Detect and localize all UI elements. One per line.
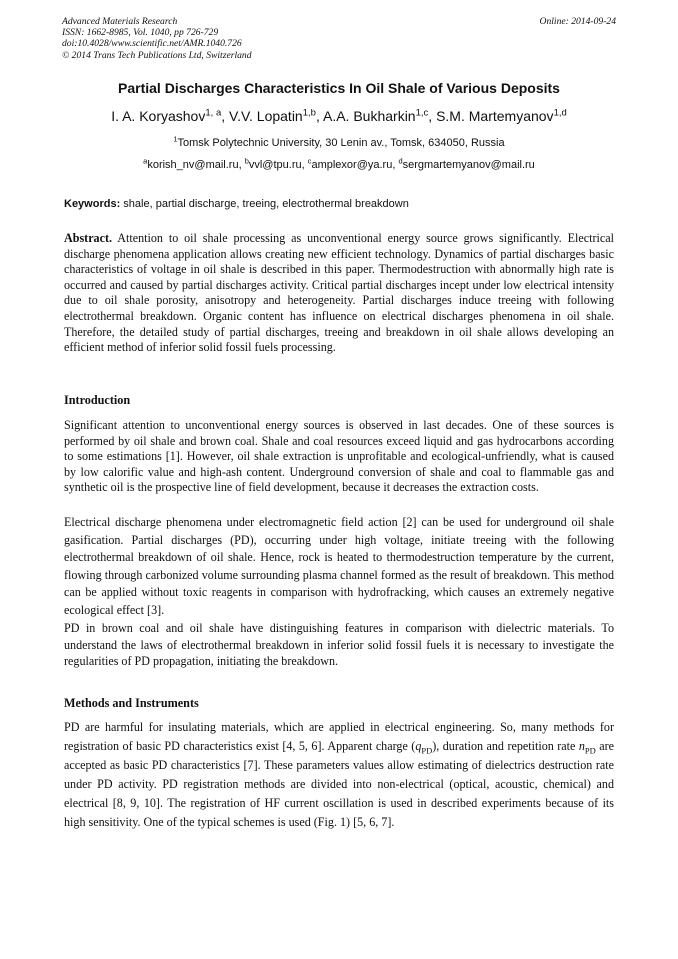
email-mark: b — [244, 156, 249, 166]
doi-line[interactable]: doi:10.4028/www.scientific.net/AMR.1040.726 — [62, 38, 242, 50]
author-affil-mark: 1,c — [415, 107, 429, 119]
methods-text: PD are harmful for insulating materials, which are applied in electrical engineering. So, many methods for registration of basic PD characteristics exist [4, 5, 6]. Apparent charge ( — [64, 720, 614, 753]
abstract-text: Attention to oil shale processing as unconventional energy source grows significantly. Electrical discharge phenomena application allows creating new efficient technology. Dynamics of partial discharges basic characteristics of voltage in oil shale is described in this paper. Thermodestruction with abnormally high rate is occurred and caused by partial discharges activity. Critical partial discharges incept under low electrical intensity due to oil shale porosity, anisotropy and heterogeneity. Partial discharges induce treeing with following electrothermal breakdown. Organic content has influence on electrical discharges phenomena in oil shale. Therefore, the detailed study of partial discharges, treeing and breakdown in oil shale allows developing an efficient method of inferior solid fossil fuels processing. — [64, 231, 614, 355]
keywords-label: Keywords: — [64, 198, 121, 210]
author-name: A.A. Bukharkin — [322, 108, 416, 124]
author-affil-mark: 1,d — [553, 107, 567, 119]
keywords — [64, 198, 614, 210]
email-mark: a — [143, 156, 148, 166]
author-list: I. A. Koryashov$^{1, a}$, V.V. Lopatin$^{1,b}$, A.A. Bukharkin$^{1,c}$, S.M. Martemyanov$^{1,d}$ — [111, 107, 567, 124]
section-heading-introduction: Introduction — [64, 393, 131, 407]
intro-paragraph-2: Electrical discharge phenomena under electromagnetic field action [2] can be used for underground oil shale gasification. Partial discharges (PD), occurring under high voltage, initiate treeing with the following electrothermal breakdown of oil shale. Hence, rock is heated to thermodestruction temperature by the current, flowing through carbonized volume surrounding plasma channel formed as the result of breakdown. This method can be applied without toxic reagents in comparison with hydrofracking, which causes an extremely negative ecological effect [3]. — [64, 515, 614, 617]
online-date: Online: 2014-09-24 — [539, 16, 616, 27]
author-affil-mark: 1,b — [302, 107, 316, 119]
email-mark: c — [307, 156, 312, 166]
symbol-n: n — [578, 739, 585, 753]
affiliation — [0, 134, 678, 149]
author-name: S.M. Martemyanov — [436, 108, 554, 124]
symbol-q-sub: PD — [421, 745, 433, 756]
author-name: I. A. Koryashov — [111, 108, 206, 124]
abstract — [64, 231, 614, 356]
keywords-text: shale, partial discharge, treeing, electrothermal breakdown — [120, 198, 409, 210]
email-link[interactable]: vvl@tpu.ru, — [248, 159, 305, 171]
email-link[interactable]: sergmartemyanov@mail.ru — [402, 159, 535, 171]
copyright-line: © 2014 Trans Tech Publications Ltd, Switzerland — [62, 49, 252, 61]
intro-paragraph-3: PD in brown coal and oil shale have distinguishing features in comparison with dielectric materials. To understand the laws of electrothermal breakdown in inferior solid fossil fuels it is necessary to investigate the regularities of PD propagation, initiating the breakdown. — [64, 621, 614, 669]
methods-text: ), duration and repetition rate — [432, 739, 579, 753]
methods-paragraph-1 — [64, 718, 614, 832]
paper-title: Partial Discharges Characteristics In Oil Shale of Various Deposits — [118, 80, 560, 96]
methods-text: are accepted as basic PD characteristics [7]. These parameters values allow estimating of dielectrics destruction rate under PD activity. PD registration methods are divided into non-electrical (optical, acoustic, chemical) and electrical [8, 9, 10]. The registration of HF current oscillation is used in described experiments because of its high sensitivity. One of the typical schemes is used (Fig. 1) [5, 6, 7]. — [64, 739, 614, 829]
email-list — [0, 156, 678, 171]
email-link[interactable]: amplexor@ya.ru, — [311, 159, 396, 171]
section-heading-methods: Methods and Instruments — [64, 696, 199, 710]
affil-mark: 1 — [173, 134, 178, 144]
journal-name: Advanced Materials Research — [62, 16, 178, 27]
affil-text: Tomsk Polytechnic University, 30 Lenin av., Tomsk, 634050, Russia — [177, 137, 505, 149]
email-link[interactable]: korish_nv@mail.ru, — [147, 159, 242, 171]
author-affil-mark: 1, a — [205, 107, 222, 119]
symbol-q: q — [415, 739, 422, 753]
email-mark: d — [398, 156, 403, 166]
symbol-n-sub: PD — [584, 745, 596, 756]
abstract-label: Abstract. — [64, 231, 113, 245]
intro-paragraph-1: Significant attention to unconventional energy sources is observed in last decades. One of these sources is performed by oil shale and brown coal. Shale and coal resources exceed liquid and gas hydrocarbons according to some estimations [1]. However, oil shale extraction is unprofitable and ecological-unfriendly, what is caused by low calorific value and high-ash content. Underground conversion of shale and coal to flammable gas and synthetic oil is the prospective line of field development, because it decreases the extraction costs. — [64, 418, 614, 495]
issn-line: ISSN: 1662-8985, Vol. 1040, pp 726-729 — [62, 27, 219, 39]
author-name: V.V. Lopatin — [229, 108, 303, 124]
journal-header — [62, 16, 618, 61]
